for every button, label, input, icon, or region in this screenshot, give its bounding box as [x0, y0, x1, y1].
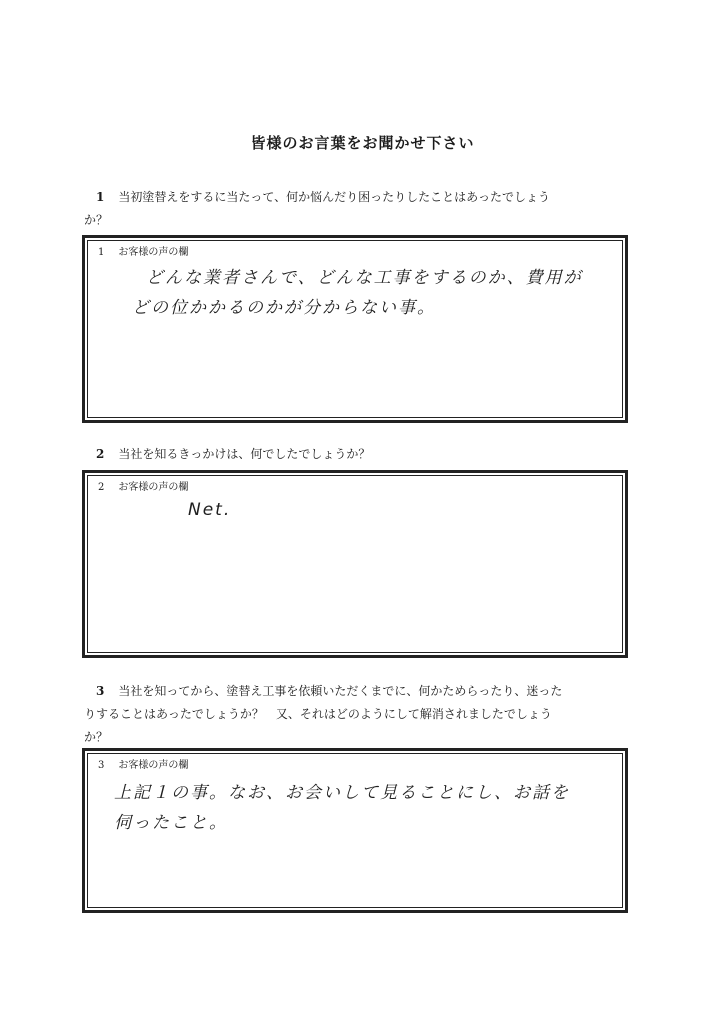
question-text: 当初塗替えをするに当たって、何か悩んだり困ったりしたことはあったでしょう	[118, 190, 551, 204]
page-title: 皆様のお言葉をお聞かせ下さい	[250, 134, 475, 152]
answer-box-3	[82, 748, 628, 913]
question-text-continued: りすることはあったでしょうか？ 又、それはどのようにして解消されましたでしょう	[84, 707, 552, 721]
question-2	[96, 443, 636, 466]
question-text: 当社を知るきっかけは、何でしたでしょうか？	[118, 447, 371, 461]
answer-box-2	[82, 470, 628, 658]
handwritten-answer-line: どんな業者さんで、どんな工事をするのか、費用が	[146, 268, 583, 288]
question-text-continued: か？	[84, 213, 109, 227]
question-number: 2	[96, 447, 105, 461]
question-number: 3	[96, 684, 105, 698]
question-number: 1	[96, 190, 105, 204]
handwritten-answer-line: Net.	[188, 500, 232, 520]
question-3	[84, 680, 636, 749]
handwritten-answer-line: 上記１の事。なお、お会いして見ることにし、お話を	[114, 783, 570, 803]
answer-box-label: 3 お客様の声の欄	[98, 760, 189, 771]
answer-box-label: 2 お客様の声の欄	[98, 482, 189, 493]
answer-box-label: 1 お客様の声の欄	[98, 247, 189, 258]
question-1	[84, 186, 636, 232]
handwritten-answer-line: 伺ったこと。	[114, 813, 228, 833]
handwritten-answer-line: どの位かかるのかが分からない事。	[132, 298, 436, 318]
answer-box-1	[82, 235, 628, 423]
question-text: 当社を知ってから、塗替え工事を依頼いただくまでに、何かためらったり、迷った	[118, 684, 563, 698]
question-text-continued: か？	[84, 730, 109, 744]
